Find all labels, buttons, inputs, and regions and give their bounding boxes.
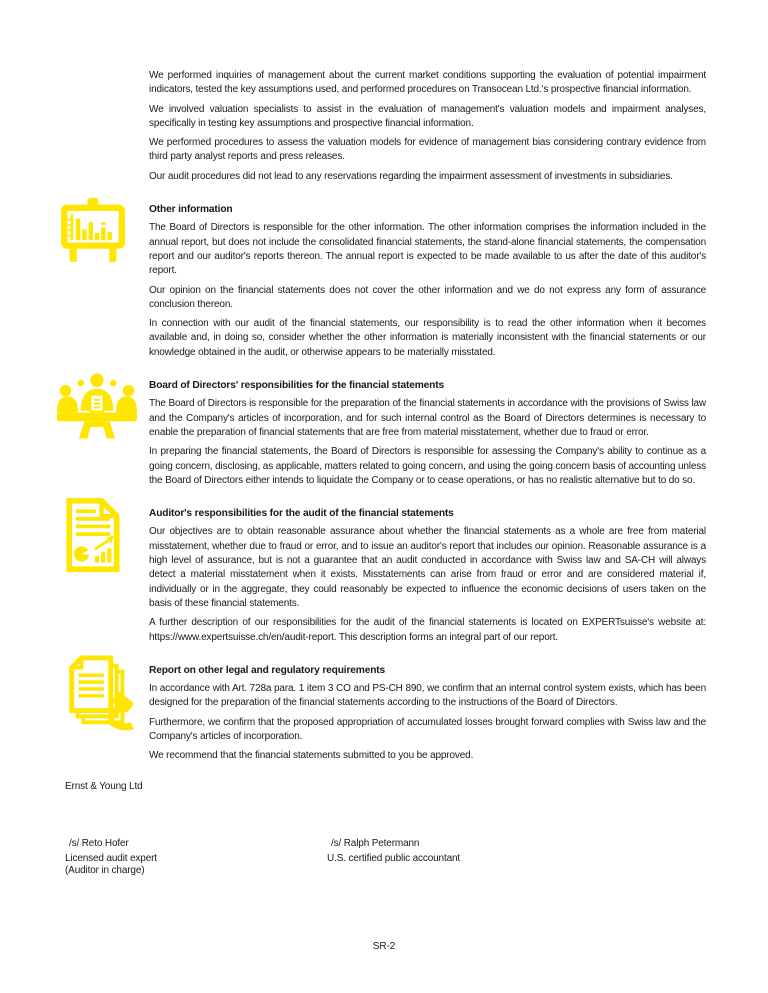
presentation-chart-icon (57, 195, 147, 279)
documents-gavel-icon (56, 654, 146, 738)
signer-right (327, 838, 460, 878)
section-legal-regulatory (149, 664, 706, 764)
signature-name: /s/ Ralph Petermann (331, 837, 420, 849)
report-body (149, 69, 706, 769)
paragraph: A further description of our responsibilities for the audit of the financial statements is located on EXPERTsuisse's website at: https://www.expertsuisse.ch/en/audit-report. This description forms an integral part of our report. (149, 617, 706, 643)
paragraph: In connection with our audit of the financial statements, our responsibility is to read the other information when it becomes available and, in doing so, consider whether the other information is materially inconsistent with the financial statements or our knowledge obtained in the audit, or otherwise appears to be materially misstated. (149, 318, 706, 358)
paragraph: Our audit procedures did not lead to any reservations regarding the impairment assessment of investments in subsidiaries. (149, 170, 673, 182)
signature-name: /s/ Reto Hofer (69, 837, 129, 849)
paragraph: Our objectives are to obtain reasonable assurance about whether the financial statements as a whole are free from material misstatement, whether due to fraud or error, and to issue an auditor's report that includes our opinion. Reasonable assurance is a high level of assurance, but is not a guarantee that an audit conducted in accordance with Swiss law and SA-CH will always detect a material misstatement when it exists. Misstatements can arise from fraud or error and are considered material if, individually or in the aggregate, they could reasonably be expected to influence the economic decisions of users taken on the basis of these financial statements. (149, 526, 706, 609)
paragraph: In preparing the financial statements, the Board of Directors is responsible for assessing the Company's ability to continue as a going concern, disclosing, as applicable, matters related to going concern, and using the going concern basis of accounting unless the Board of Directors either intends to liquidate the Company or to cease operations, or has no realistic alternative but to do so. (149, 446, 706, 486)
section-auditor-responsibilities (149, 507, 706, 645)
section-heading: Board of Directors' responsibilities for the financial statements (149, 380, 444, 392)
section-heading: Report on other legal and regulatory requirements (149, 664, 386, 676)
signer-title: Licensed audit expert (65, 852, 157, 864)
paragraph: Furthermore, we confirm that the proposed appropriation of accumulated losses brought forward complies with Swiss law and the Company's articles of incorporation. (149, 716, 706, 742)
firm-name: Ernst & Young Ltd (65, 781, 143, 792)
paragraph: In accordance with Art. 728a para. 1 item 3 CO and PS-CH 890, we confirm that an internal control system exists, which has been designed for the preparation of the financial statements according to the instructions of the Board of Directors. (149, 683, 706, 709)
document-charts-icon (61, 497, 151, 581)
paragraph: We performed procedures to assess the valuation models for evidence of management bias considering contrary evidence from third party analyst reports and press releases. (149, 137, 706, 163)
paragraph: Our opinion on the financial statements does not cover the other information and we do not express any form of assurance conclusion thereon. (149, 284, 706, 310)
page-number: SR-2 (372, 941, 396, 952)
signature-block (65, 781, 460, 878)
signer-subtitle: (Auditor in charge) (65, 865, 145, 877)
section-board-responsibilities (149, 379, 706, 488)
signer-title: U.S. certified public accountant (327, 852, 461, 864)
paragraph: The Board of Directors is responsible for the other information. The other information comprises the information included in the annual report, but does not include the consolidated financial statements, the stand-alone financial statements, the compensation report and our auditor's reports thereon. The annual report is expected to be made available to us after the date of this auditor's report. (149, 222, 706, 277)
section-heading: Auditor's responsibilities for the audit of the financial statements (149, 508, 454, 520)
paragraph: We recommend that the financial statements submitted to you be approved. (149, 750, 474, 762)
section-other-information (149, 203, 706, 360)
signer-left (65, 838, 327, 878)
paragraph: We performed inquiries of management about the current market conditions supporting the evaluation of potential impairment indicators, tested the key assumptions used, and performed procedures on Transocean Ltd.'s prospective financial information. (149, 70, 706, 96)
paragraph: We involved valuation specialists to assist in the evaluation of management's valuation models and impairment analyses, specifically in testing key assumptions and prospective financial information. (149, 103, 706, 129)
paragraph: The Board of Directors is responsible for the preparation of the financial statements in accordance with the provisions of Swiss law and the Company's articles of incorporation, and for such internal control as the Board of Directors determines is necessary to enable the preparation of financial statements that are free from material misstatement, whether due to fraud or error. (149, 398, 706, 438)
meeting-people-icon (55, 370, 145, 454)
section-heading: Other information (149, 204, 233, 216)
